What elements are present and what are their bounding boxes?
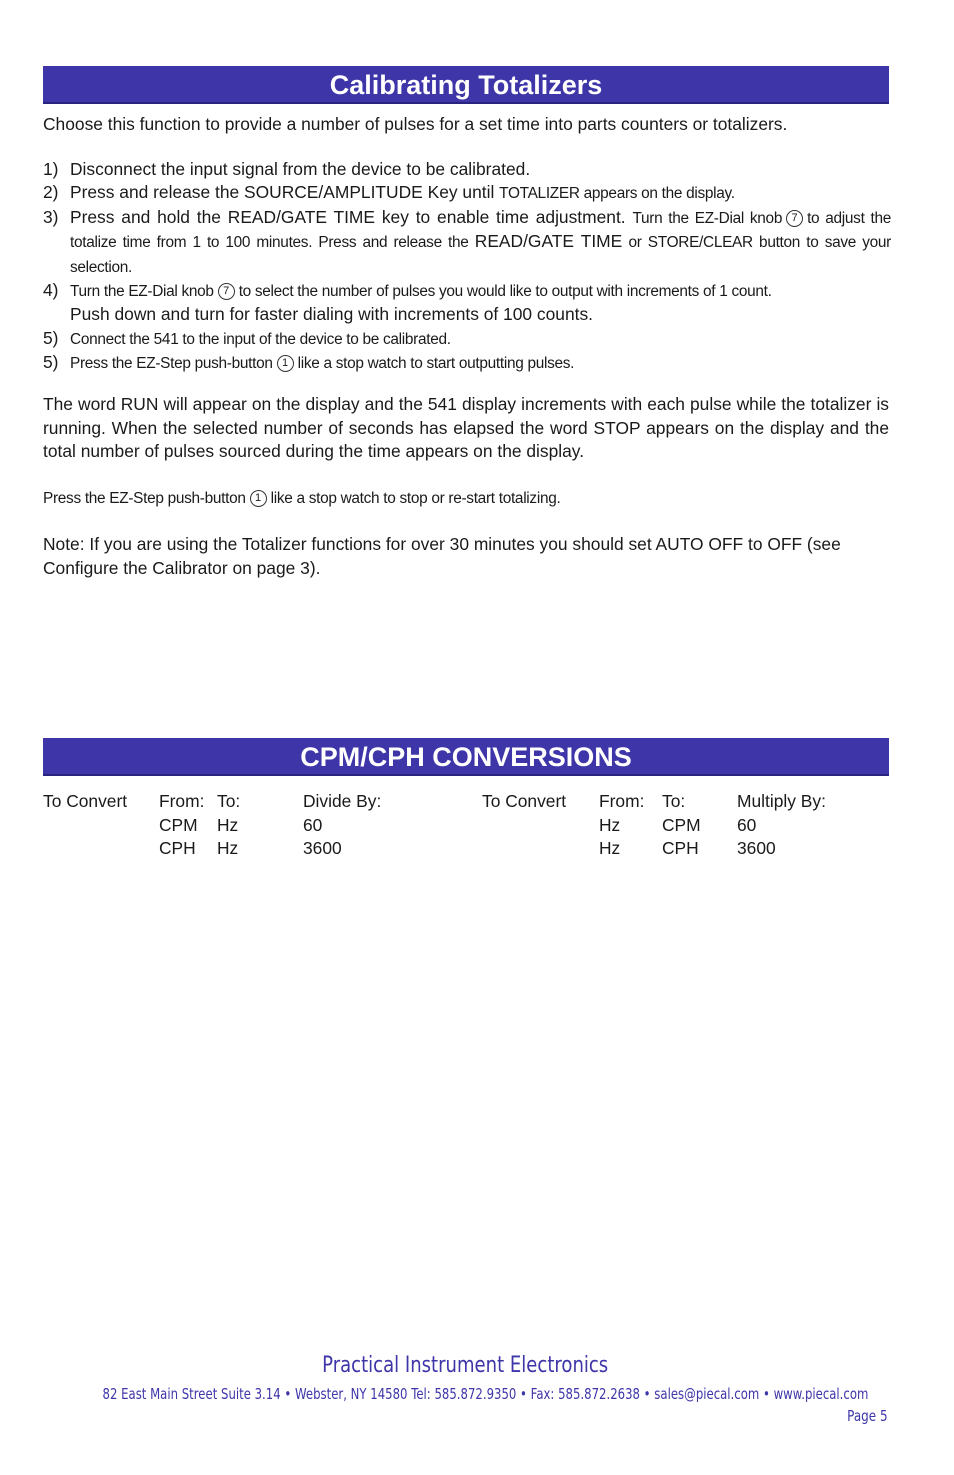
table-cell: Hz [599,814,621,835]
dial-knob-7-icon: 7 [786,210,803,227]
table-cell: Hz [217,814,239,835]
conversion-table-multiply [482,790,889,862]
header-divide-by: Divide By: [303,791,382,811]
section-title-cpm-cph-conversions: CPM/CPH CONVERSIONS [43,738,889,776]
dial-knob-7-icon: 7 [218,283,235,300]
steps-list [43,158,891,376]
header-multiply-by: Multiply By: [737,791,826,811]
table-cell: CPM [662,814,701,835]
intro-paragraph: Choose this function to provide a number of pulses for a set time into parts counters or totalizers. [43,114,788,134]
header-from: From: [599,791,645,811]
list-item: 5) Press the EZ-Step push-button 1 like a stop watch to start outputting pulses. [43,352,575,373]
note-paragraph: Note: If you are using the Totalizer functions for over 30 minutes you should set AUTO OFF to OFF (see Configure the Calibrator on page 3). [43,534,841,578]
to-convert-label: To Convert [43,791,128,811]
table-cell: CPH [159,838,196,858]
header-to: To: [662,791,686,811]
run-paragraph: The word RUN will appear on the display and the 541 display increments with each pulse while the totalizer is running. When the selected number of seconds has elapsed the word STOP appears on the display and the total number of pulses sourced during the time appears on the display. [43,394,889,461]
table-cell: 60 [303,814,323,835]
press-paragraph: Press the EZ-Step push-button 1 like a stop watch to stop or re-start totalizing. [43,490,561,507]
list-item: 5) Connect the 541 to the input of the device to be calibrated. [43,327,451,348]
page-number: Page 5 [847,1407,888,1425]
table-cell: Hz [599,838,621,858]
table-cell: CPM [159,814,198,835]
conversion-table-divide [43,790,463,862]
header-to: To: [217,791,241,811]
section-title-calibrating-totalizers: Calibrating Totalizers [43,66,889,104]
header-from: From: [159,791,205,811]
list-item: 3) Press and hold the READ/GATE TIME key to enable time adjustment. Turn the EZ-Dial knob 7 to adjust the totalize time from 1 to 100 minutes. Press and release the READ/GATE TIME or STORE/CLEAR button to save your selection. [43,206,891,276]
table-cell: CPH [662,838,699,858]
list-item: 4) Turn the EZ-Dial knob 7 to select the number of pulses you would like to output with increments of 1 count. Push down and turn for faster dialing with increments of 100 counts. [43,280,772,325]
list-item: 1) Disconnect the input signal from the device to be calibrated. [43,159,531,179]
footer-address: 82 East Main Street Suite 3.14 • Webster, NY 14580 Tel: 585.872.9350 • Fax: 585.872.2638 • sales@piecal.com • www.piecal.com [102,1385,869,1403]
table-cell: 3600 [303,838,342,858]
table-cell: 60 [737,814,757,835]
ez-step-button-1-icon: 1 [277,355,294,372]
footer-company-name: Practical Instrument Electronics [322,1353,609,1378]
list-item: 2) Press and release the SOURCE/AMPLITUDE Key until TOTALIZER appears on the display. [43,182,735,203]
table-cell: Hz [217,838,239,858]
table-cell: 3600 [737,838,776,858]
to-convert-label: To Convert [482,791,567,811]
ez-step-button-1-icon: 1 [250,490,267,507]
